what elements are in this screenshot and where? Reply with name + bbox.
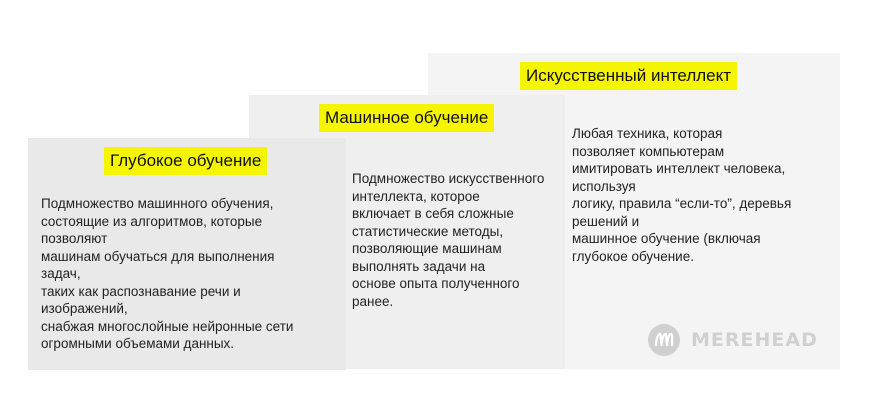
dl-description-line: состоящие из алгоритмов, которые xyxy=(41,213,263,229)
ml-description-line: Подмножество искусственного xyxy=(352,171,545,186)
ai-description-line: машинное обучение (включая xyxy=(572,231,761,246)
dl-description-line: изображений, xyxy=(41,301,128,316)
ml-description xyxy=(352,170,564,310)
dl-description-line: снабжая многослойные нейронные сети xyxy=(41,318,294,334)
ml-description-line: выполнять задачи на xyxy=(352,258,486,274)
ai-description-line: позволяет компьютерам xyxy=(572,143,725,159)
ml-title: Машинное обучение xyxy=(319,104,494,132)
ai-description-line: Любая техника, которая xyxy=(572,126,723,141)
ai-description-line: глубокое обучение. xyxy=(572,248,694,264)
ml-description-line: позволяющие машинам xyxy=(352,241,502,256)
merehead-logo-icon xyxy=(647,323,681,357)
dl-description-line: машинам обучаться для выполнения xyxy=(41,248,275,264)
ai-description-line: логику, правила “если-то”, деревья xyxy=(572,196,792,211)
ai-description-line: имитировать интеллект человека, xyxy=(572,161,786,176)
ml-description-line: ранее. xyxy=(352,293,394,309)
dl-description-line: позволяют xyxy=(41,231,108,246)
merehead-logo xyxy=(647,323,818,357)
ai-description-line: решений и xyxy=(572,213,640,229)
ml-description-line: основе опыта полученного xyxy=(352,276,520,291)
ai-title: Искусственный интеллект xyxy=(520,62,737,90)
dl-description-line: Подмножество машинного обучения, xyxy=(41,196,274,211)
ml-description-line: включает в себя сложные xyxy=(352,206,514,221)
dl-title: Глубокое обучение xyxy=(104,147,267,175)
ai-description xyxy=(572,125,832,265)
dl-description-line: задач, xyxy=(41,266,81,281)
dl-description-line: огромными объемами данных. xyxy=(41,336,235,351)
merehead-logo-text: MEREHEAD xyxy=(691,329,818,351)
ml-description-line: статистические методы, xyxy=(352,223,504,239)
dl-description-line: таких как распознавание речи и xyxy=(41,283,241,299)
ai-description-line: используя xyxy=(572,178,636,194)
ml-description-line: интеллекта, которое xyxy=(352,188,480,204)
dl-description xyxy=(41,195,341,353)
